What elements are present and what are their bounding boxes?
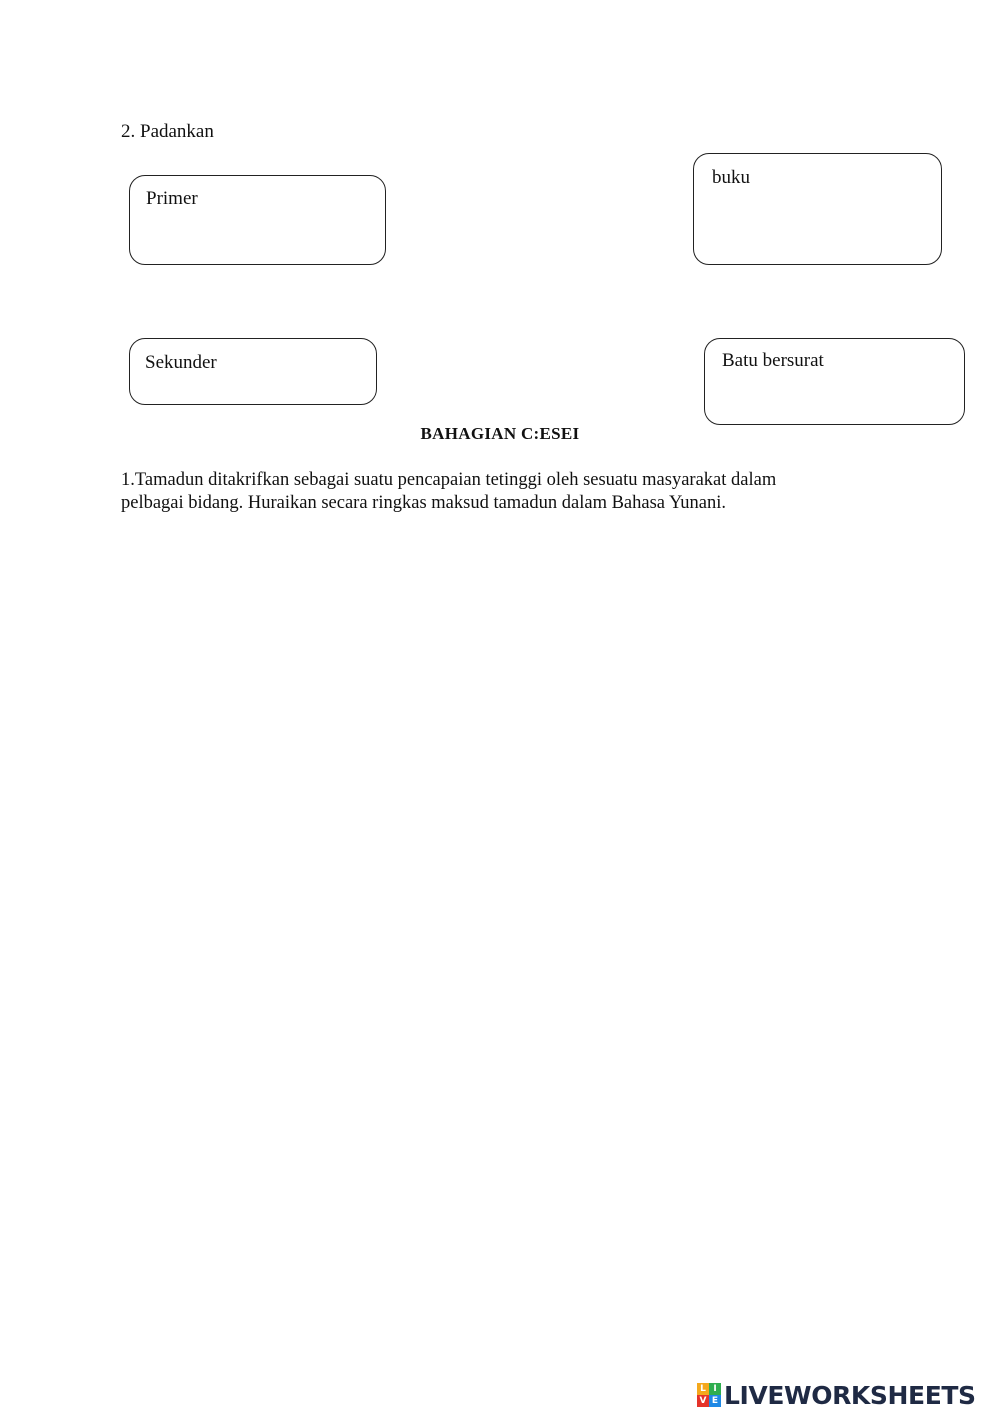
match-box-primer[interactable] xyxy=(129,175,386,265)
match-box-buku[interactable] xyxy=(693,153,942,265)
essay-question xyxy=(121,469,881,515)
essay-question-line: pelbagai bidang. Huraikan secara ringkas maksud tamadun dalam Bahasa Yunani. xyxy=(121,493,726,513)
liveworksheets-logo-icon xyxy=(697,1383,721,1407)
logo-tile: I xyxy=(709,1383,721,1395)
essay-question-line: 1.Tamadun ditakrifkan sebagai suatu pencapaian tetinggi oleh sesuatu masyarakat dalam xyxy=(121,470,777,490)
brand-name: LIVEWORKSHEETS xyxy=(724,1380,976,1410)
match-box-sekunder[interactable] xyxy=(129,338,377,405)
match-box-label: Primer xyxy=(146,188,198,209)
logo-tile: L xyxy=(697,1383,709,1395)
logo-tile: V xyxy=(697,1395,709,1407)
match-box-batu-bersurat[interactable] xyxy=(704,338,965,425)
question-2-title: 2. Padankan xyxy=(121,121,214,142)
match-box-label: Batu bersurat xyxy=(722,350,824,371)
liveworksheets-brand xyxy=(697,1378,976,1412)
section-heading: BAHAGIAN C:ESEI xyxy=(420,424,580,443)
logo-tile: E xyxy=(709,1395,721,1407)
match-box-label: Sekunder xyxy=(145,352,217,373)
match-box-label: buku xyxy=(712,167,750,188)
